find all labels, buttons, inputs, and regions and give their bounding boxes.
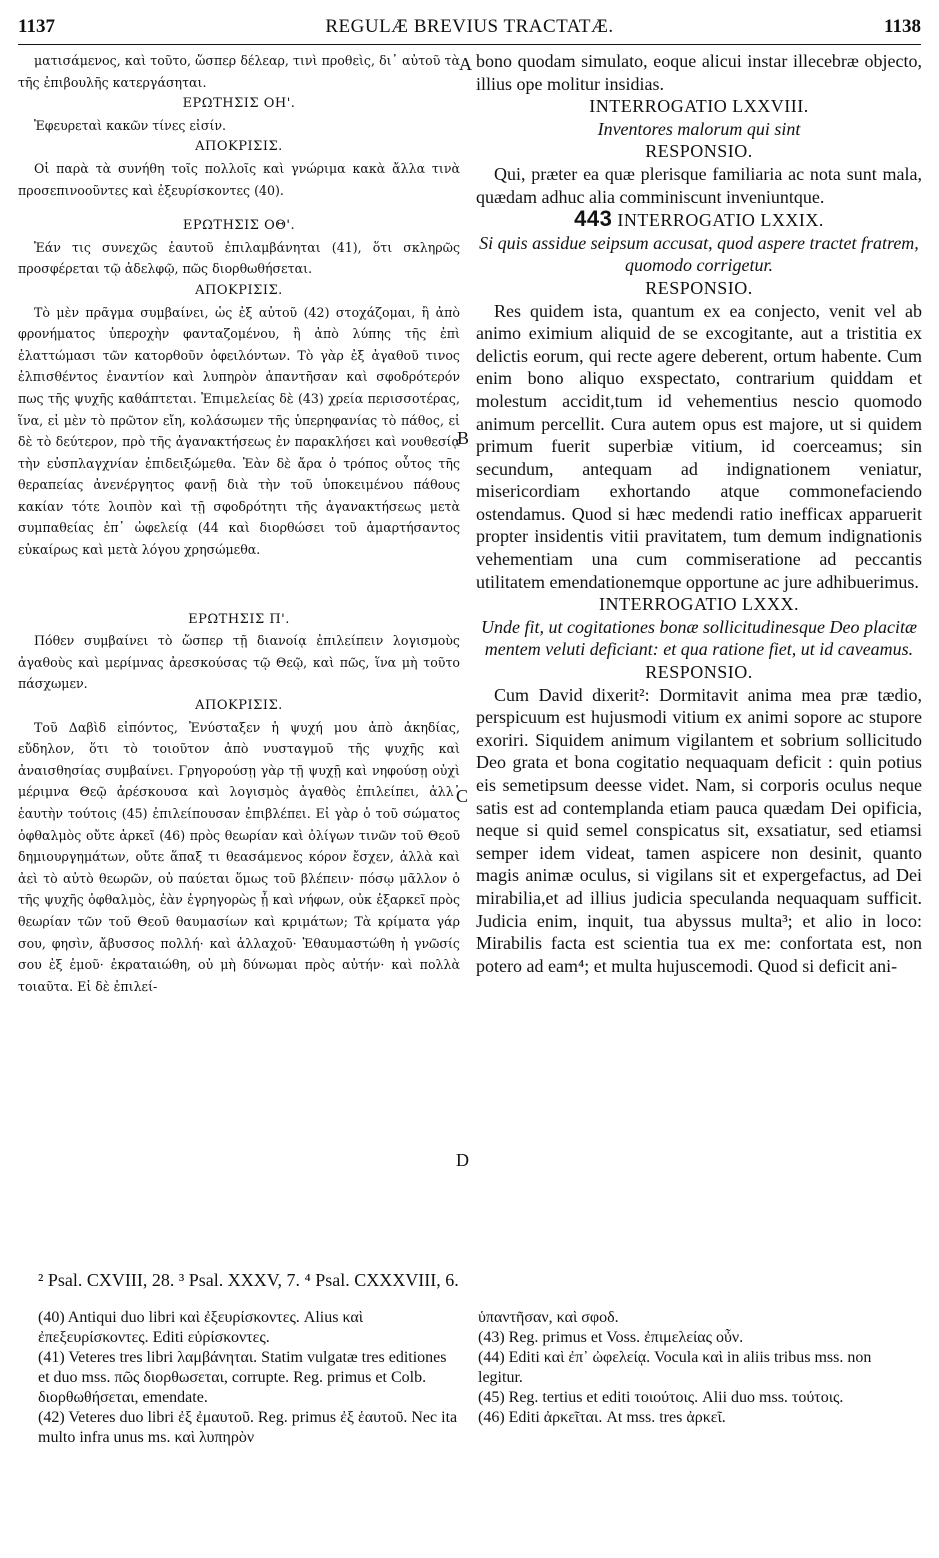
margin-letter-c: C: [456, 786, 469, 806]
critical-notes-left: [38, 1308, 458, 1448]
margin-letter-b: B: [457, 428, 470, 448]
margin-letter-d: D: [456, 1150, 469, 1170]
latin-response-text: Qui, præter ea quæ plerisque familiaria ac nota sunt mala, quædam adhuc alia comminiscunt inveniuntque.: [476, 163, 922, 207]
greek-response-heading: ΑΠΟΚΡΙΣΙΣ.: [195, 139, 283, 155]
critical-note: (41) Veteres tres libri λαμβάνηται. Statim vulgatæ tres editiones et duo mss. πῶς διορθωσεται, corrupte. Reg. primus et Colb. διορθωθήσεται, emendate.: [38, 1349, 447, 1406]
greek-column: [18, 50, 460, 997]
scripture-footnotes: ² Psal. CXVIII, 28. ³ Psal. XXXV, 7. ⁴ Psal. CXXXVIII, 6.: [38, 1270, 459, 1290]
greek-response-text: Τὸ μὲν πρᾶγμα συμβαίνει, ὡς ἐξ αὐτοῦ (42) στοχάζομαι, ἢ ἀπὸ φρονήματος ὑπεροχὴν φανταζομένου, ἢ ἀπὸ λύπης τῆς ἐπὶ ἐλαττώμασι τῶν κατορθοῦν ὀφειλόντων. Τὸ γὰρ ἐξ ἀγαθοῦ τινος ἐλπισθέντος ἐναντίον καὶ λυπηρὸν ἀπαντῆσαν καὶ σφοδρότερόν πως τῆς ψυχῆς καθάπτεται. Ἐπιμελείας δὲ (43) χρεία περισσοτέρας, ἵνα, εἰ μὲν τὸ πρῶτον εἴη, κολάσωμεν τῆς ὑπερηφανίας τὸ πάθος, εἰ δὲ τὸ δεύτερον, πρὸ τῆς ἀγανακτήσεως ἐν παρακλήσει καὶ νουθεσίᾳ τὴν εὐσπλαγχνίαν ἐπιδειξώμεθα. Ἐὰν δὲ ἄρα ὁ τρόπος οὗτος τῆς θεραπείας ἀνενέργητος φανῇ διὰ τὴν τοῦ ὑποκειμένου πάθους κακίαν τότε λοιπὸν καὶ τῇ σφοδρότητι τῆς ἀγανακτήσεως μετὰ συμπαθείας ἐπ᾽ ὠφελείᾳ (44 καὶ διορθώσει τοῦ ἁμαρτήσαντος εὐκαίρως καὶ μετὰ λόγου χρησώμεθα.: [18, 304, 460, 558]
column-number: 443: [574, 206, 613, 232]
latin-paragraph: bono quodam simulato, eoque alicui instar illecebræ objecto, illius ope molitur insidias.: [476, 51, 922, 94]
greek-response-text: Οἱ παρὰ τὰ συνήθη τοῖς πολλοῖς καὶ γνώριμα κακὰ ἄλλα τινὰ προσεπινοοῦντες καὶ ἐξευρίσκοντες (40).: [18, 160, 460, 198]
critical-note: (44) Editi καὶ ἐπ᾽ ὠφελείᾳ. Vocula καὶ in aliis tribus mss. non legitur.: [478, 1349, 872, 1386]
greek-question-text: Ἐφευρεταὶ κακῶν τίνες εἰσίν.: [34, 117, 227, 133]
latin-response-heading: RESPONSIO.: [645, 141, 753, 162]
page-number-right: 1138: [884, 16, 921, 37]
header-rule: [18, 44, 921, 45]
critical-note: (45) Reg. tertius et editi τοιούτοις. Alii duo mss. τούτοις.: [478, 1389, 844, 1406]
greek-paragraph: ματισάμενος, καὶ τοῦτο, ὥσπερ δέλεαρ, τινὶ προθεὶς, δι᾽ αὐτοῦ τὰ τῆς ἐπιβουλῆς κατεργάσηται.: [18, 53, 460, 90]
greek-response-text: Τοῦ Δαβὶδ εἰπόντος, Ἐνύσταξεν ἡ ψυχή μου ἀπὸ ἀκηδίας, εὔδηλον, ὅτι τὸ τοιοῦτον ἀπὸ νυσταγμοῦ τῆς ψυχῆς καὶ ἀναισθησίας συμβαίνει. Γρηγορούσῃ γὰρ τῇ ψυχῇ καὶ νηφούσῃ οὐχὶ μέριμνα Θεῷ ἀρέσκουσα καὶ λογισμὸς ἀγαθὸς ἐπιλείπει, ἀλλ᾽ ἑαυτὴν τούτοις (45) ἐπιλείπουσαν ἐπιβλέπει. Εἰ γὰρ ὁ τοῦ σώματος ὀφθαλμὸς οὔτε ἀρκεῖ (46) πρὸς θεωρίαν καὶ ὀλίγων τινῶν τοῦ Θεοῦ δημιουργημάτων, οὔτε ἅπαξ τι θεασάμενος κόρον ἔσχεν, ἀλλὰ καὶ ἀεὶ τὸ αὐτὸ θεωρῶν, οὐ παύεται ὅμως τοῦ βλέπειν· πόσῳ μᾶλλον ὁ τῆς ψυχῆς ὀφθαλμὸς, ἐὰν ἐγρηγορὼς ᾖ καὶ νήφων, οὐκ ἐξαρκεῖ πρὸς θεωρίαν τῶν τοῦ Θεοῦ θαυμασίων καὶ κριμάτων; Τὰ κρίματα γάρ σου, φησὶν, ἄβυσσος πολλή· καὶ ἀλλαχοῦ· Ἐθαυμαστώθη ἡ γνῶσίς σου ἐξ ἐμοῦ· ἐκραταιώθη, οὐ μὴ δύνωμαι πρὸς αὐτήν· καὶ πολλὰ τοιαῦτα. Εἰ δὲ ἐπιλεί-: [18, 719, 460, 994]
margin-letter-a: A: [459, 54, 472, 74]
latin-question-heading: INTERROGATIO LXXX.: [599, 594, 799, 615]
critical-note: (42) Veteres duo libri ἐξ ἐμαυτοῦ. Reg. primus ἐξ ἑαυτοῦ. Nec ita multo infra unus ms. καὶ λυπηρὸν: [38, 1409, 458, 1446]
latin-question-text: Inventores malorum qui sint: [597, 118, 801, 139]
critical-note: (43) Reg. primus et Voss. ἐπιμελείας οὖν.: [478, 1329, 744, 1346]
latin-column: [476, 50, 922, 977]
latin-question-heading-with-column-number: [476, 208, 922, 232]
latin-question-text: Unde fit, ut cogitationes bonæ sollicitudinesque Deo placitæ mentem veluti deficiant: et qua ratione fiet, ut id caveamus.: [481, 616, 917, 660]
critical-note: (40) Antiqui duo libri καὶ ἐξευρίσκοντες. Alius καὶ ἐπεξευρίσκοντες. Editi εὑρίσκοντες.: [38, 1309, 364, 1346]
latin-response-heading: RESPONSIO.: [645, 277, 753, 298]
greek-question-text: Πόθεν συμβαίνει τὸ ὥσπερ τῇ διανοίᾳ ἐπιλείπειν λογισμοὺς ἀγαθοὺς καὶ μερίμνας ἀρεσκούσας τῷ Θεῷ, καὶ πῶς, ἵνα μὴ τοῦτο πάσχωμεν.: [18, 633, 460, 692]
running-header: [18, 12, 921, 44]
greek-response-heading: ΑΠΟΚΡΙΣΙΣ.: [195, 282, 283, 298]
critical-notes-right: [478, 1308, 908, 1428]
latin-question-heading: INTERROGATIO LXXIX.: [617, 210, 824, 231]
greek-response-heading: ΑΠΟΚΡΙΣΙΣ.: [195, 698, 283, 714]
greek-question-heading: ΕΡΩΤΗΣΙΣ ΟΘ'.: [182, 218, 296, 234]
latin-response-text: Cum David dixerit²: Dormitavit anima mea præ tædio, perspicuum est hujusmodi vitium ex animi sopore ac stupore exoriri. Siquidem animum vigilantem et sobrium sollicitudo Deo grata et bona cogitatio nequaquam deficit : quin potius eis semetipsum deesse videt. Nam, si corporis oculus neque satis est ad contemplanda etiam pauca quædam Dei opificia, neque si quid semel conspicatus sit, exsatiatur, sed etiamsi semper idem videat, tamen aspicere non desinit, quanto magis animæ oculus, si vigilans sit et expergefactus, ad Dei mirabilia,et ad illius judicia speculanda nequaquam sufficit. Judicia enim, inquit, tua abyssus multa³; et alio in loco: Mirabilis facta est scientia tua ex me: confortata est, non potero ad eam⁴; et multa hujuscemodi. Quod si deficit ani-: [476, 684, 922, 976]
page-number-left: 1137: [18, 16, 55, 37]
greek-question-heading: ΕΡΩΤΗΣΙΣ ΟΗ'.: [182, 96, 296, 112]
latin-question-heading: INTERROGATIO LXXVIII.: [589, 96, 809, 117]
running-title: REGULÆ BREVIUS TRACTATÆ.: [325, 16, 614, 37]
latin-question-text: Si quis assidue seipsum accusat, quod aspere tractet fratrem, quomodo corrigetur.: [479, 232, 919, 276]
latin-response-heading: RESPONSIO.: [645, 662, 753, 683]
critical-note: (46) Editi ἀρκεῖται. At mss. tres ἀρκεῖ.: [478, 1409, 726, 1426]
critical-note: ὑπαντῆσαν, καὶ σφοδ.: [478, 1309, 619, 1326]
latin-response-text: Res quidem ista, quantum ex ea conjecto, venit vel ab animo eximium aliquid de se excogitante, aut a tristitia ex delictis eorum, qui recte agere deberent, ortum habente. Cum enim bono aliquo exspectato, contrarium quiddam et molestum accidit,tum id vehementius nescio quomodo animum percellit. Cura autem opus est majore, ut si quidem primum fuerit superbiæ vitium, id coerceamus; sin secundum, antequam ad indignationem veniatur, misericordiam exhortando atque commonefaciendo ostendamus. Quod si hæc medendi ratio inefficax apparuerit propter insidentis vitii pravitatem, tum demum indignationis vehementiam una cum commiseratione ad peccantis utilitatem emendationemque opportune ac jure adhibuerimus.: [476, 300, 922, 592]
greek-question-text: Ἐάν τις συνεχῶς ἑαυτοῦ ἐπιλαμβάνηται (41), ὅτι σκληρῶς προσφέρεται τῷ ἀδελφῷ, πῶς διορθωθήσεται.: [18, 239, 460, 277]
greek-question-heading: ΕΡΩΤΗΣΙΣ Π'.: [188, 611, 290, 627]
